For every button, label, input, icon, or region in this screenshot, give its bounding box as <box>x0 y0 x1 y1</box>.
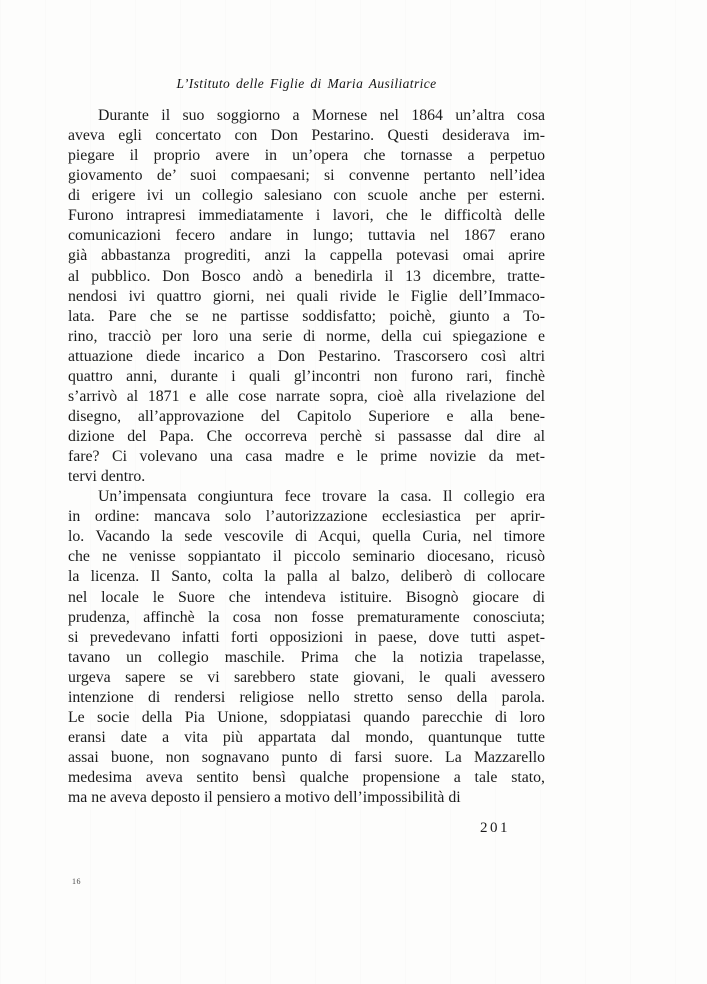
text-body <box>68 106 545 808</box>
text-line: assai buone, non sognavano punto di farsi suore. La Mazzarello <box>68 749 545 766</box>
text-line: di erigere ivi un collegio salesiano con scuole anche per esterni. <box>68 187 545 205</box>
text-line: nel locale le Suore che intendeva istituire. Bisognò giocare di <box>68 588 545 606</box>
text-line: s’arrivò al 1871 e alle cose narrate sopra, cioè alla rivelazione del <box>68 387 545 405</box>
text-line: urgeva sapere se vi sarebbero state giovani, le quali avessero <box>68 668 545 686</box>
text-line: la licenza. Il Santo, colta la palla al balzo, deliberò di collocare <box>68 568 545 586</box>
text-line: medesima aveva sentito bensì qualche propensione a tale stato, <box>68 769 545 787</box>
text-line: comunicazioni fecero andare in lungo; tuttavia nel 1867 erano <box>68 227 545 245</box>
text-line: eransi date a vita più appartata dal mondo, quantunque tutte <box>68 728 545 746</box>
text-line: disegno, all’approvazione del Capitolo Superiore e alla bene- <box>68 407 545 425</box>
text-line: in ordine: mancava solo l’autorizzazione ecclesiastica per aprir- <box>68 508 545 526</box>
running-head: L’Istituto delle Figlie di Maria Ausiliatrice <box>176 76 437 91</box>
page-number: 201 <box>480 820 510 836</box>
text-line: tavano un collegio maschile. Prima che la notizia trapelasse, <box>68 648 545 666</box>
text-line: Furono intrapresi immediatamente i lavori, che le difficoltà delle <box>68 207 545 225</box>
text-line: intenzione di rendersi religiose nello stretto senso della parola. <box>68 688 545 706</box>
text-line: prudenza, affinchè la cosa non fosse prematuramente conosciuta; <box>68 608 545 626</box>
text-line: che ne venisse soppiantato il piccolo seminario diocesano, ricusò <box>68 548 545 566</box>
text-line: Le socie della Pia Unione, sdoppiatasi quando parecchie di loro <box>68 708 545 726</box>
text-line: già abbastanza progrediti, anzi la cappella potevasi omai aprire <box>68 247 545 265</box>
text-line: piegare il proprio avere in un’opera che tornasse a perpetuo <box>68 147 545 165</box>
text-line: tervi dentro. <box>68 468 146 486</box>
text-line: nendosi ivi quattro giorni, nei quali rivide le Figlie dell’Immaco- <box>68 287 545 305</box>
text-line: Un’impensata congiuntura fece trovare la casa. Il collegio era <box>98 488 545 506</box>
text-line: attuazione diede incarico a Don Pestarino. Trascorsero così altri <box>68 347 545 365</box>
text-line: quattro anni, durante i quali gl’incontri non furono rari, finchè <box>68 367 545 385</box>
text-line: lata. Pare che se ne partisse soddisfatto; poichè, giunto a To- <box>68 307 545 325</box>
text-line: ma ne aveva deposto il pensiero a motivo dell’impossibilità di <box>68 789 461 807</box>
text-line: si prevedevano infatti forti opposizioni in paese, dove tutti aspet- <box>68 628 545 646</box>
text-line: fare? Ci volevano una casa madre e le prime novizie da met- <box>68 448 545 466</box>
text-line: giovamento de’ suoi compaesani; si convenne pertanto nell’idea <box>68 167 545 185</box>
text-line: rino, tracciò per loro una serie di norme, della cui spiegazione e <box>68 327 545 345</box>
text-line: aveva egli concertato con Don Pestarino. Questi desiderava im- <box>68 127 545 145</box>
text-line: al pubblico. Don Bosco andò a benedirla il 13 dicembre, tratte- <box>68 267 545 285</box>
text-line: dizione del Papa. Che occorreva perchè si passasse dal dire al <box>68 428 545 445</box>
text-line: lo. Vacando la sede vescovile di Acqui, quella Curia, nel timore <box>68 528 545 546</box>
signature-mark: 16 <box>72 877 81 886</box>
text-line: Durante il suo soggiorno a Mornese nel 1864 un’altra cosa <box>98 107 545 124</box>
